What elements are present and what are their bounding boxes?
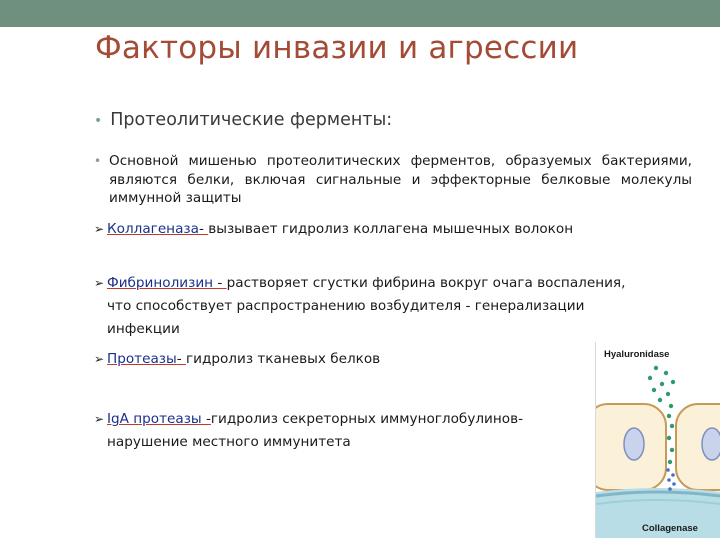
bullet-icon: • [94, 154, 102, 168]
term-iga-proteases: IgA протеазы [107, 411, 206, 427]
cell-nucleus [702, 428, 720, 460]
bullet-icon: • [94, 113, 103, 129]
list-item-proteases [94, 348, 634, 371]
enzyme-illustration [595, 342, 720, 538]
term-separator: - [206, 411, 211, 427]
cell-nucleus [624, 428, 644, 460]
slide-title: Факторы инвазии и агрессии [95, 30, 579, 66]
arrow-bullet-icon: ➢ [94, 222, 105, 236]
top-banner [0, 0, 720, 27]
term-separator: - [198, 221, 209, 237]
intro-text: Основной мишенью протеолитических ферментов, образуемых бактериями, являются белки, включая сигнальные и эффекторные белковые молекулы иммунной защиты [109, 153, 692, 206]
collagenase-molecules [666, 468, 676, 491]
term-collagenase: Коллагеназа [107, 221, 199, 237]
item-description: растворяет сгустки фибрина вокруг очага воспаления, что способствует распространению возбудителя - генерализации инфекции [107, 275, 626, 337]
hyaluronidase-label: Hyaluronidase [604, 349, 670, 360]
term-separator: - [176, 351, 186, 367]
term-separator: - [217, 275, 227, 291]
item-description: вызывает гидролиз коллагена мышечных волокон [208, 221, 574, 237]
collagenase-label: Collagenase [642, 523, 698, 534]
arrow-bullet-icon: ➢ [94, 352, 105, 366]
term-proteases: Протеазы [107, 351, 177, 367]
item-description: гидролиз секреторных иммуноглобулинов- нарушение местного иммунитета [107, 411, 524, 450]
section-heading [94, 110, 392, 130]
term-fibrinolysin: Фибринолизин [107, 275, 218, 291]
item-description: гидролиз тканевых белков [185, 351, 381, 367]
intro-paragraph [94, 152, 692, 208]
list-item-iga-proteases [94, 408, 599, 454]
list-item-fibrinolysin [94, 272, 634, 341]
arrow-bullet-icon: ➢ [94, 412, 105, 426]
arrow-bullet-icon: ➢ [94, 276, 105, 290]
tissue-diagram [596, 342, 720, 538]
list-item-collagenase [94, 218, 634, 241]
section-heading-text: Протеолитические ферменты: [110, 110, 393, 130]
